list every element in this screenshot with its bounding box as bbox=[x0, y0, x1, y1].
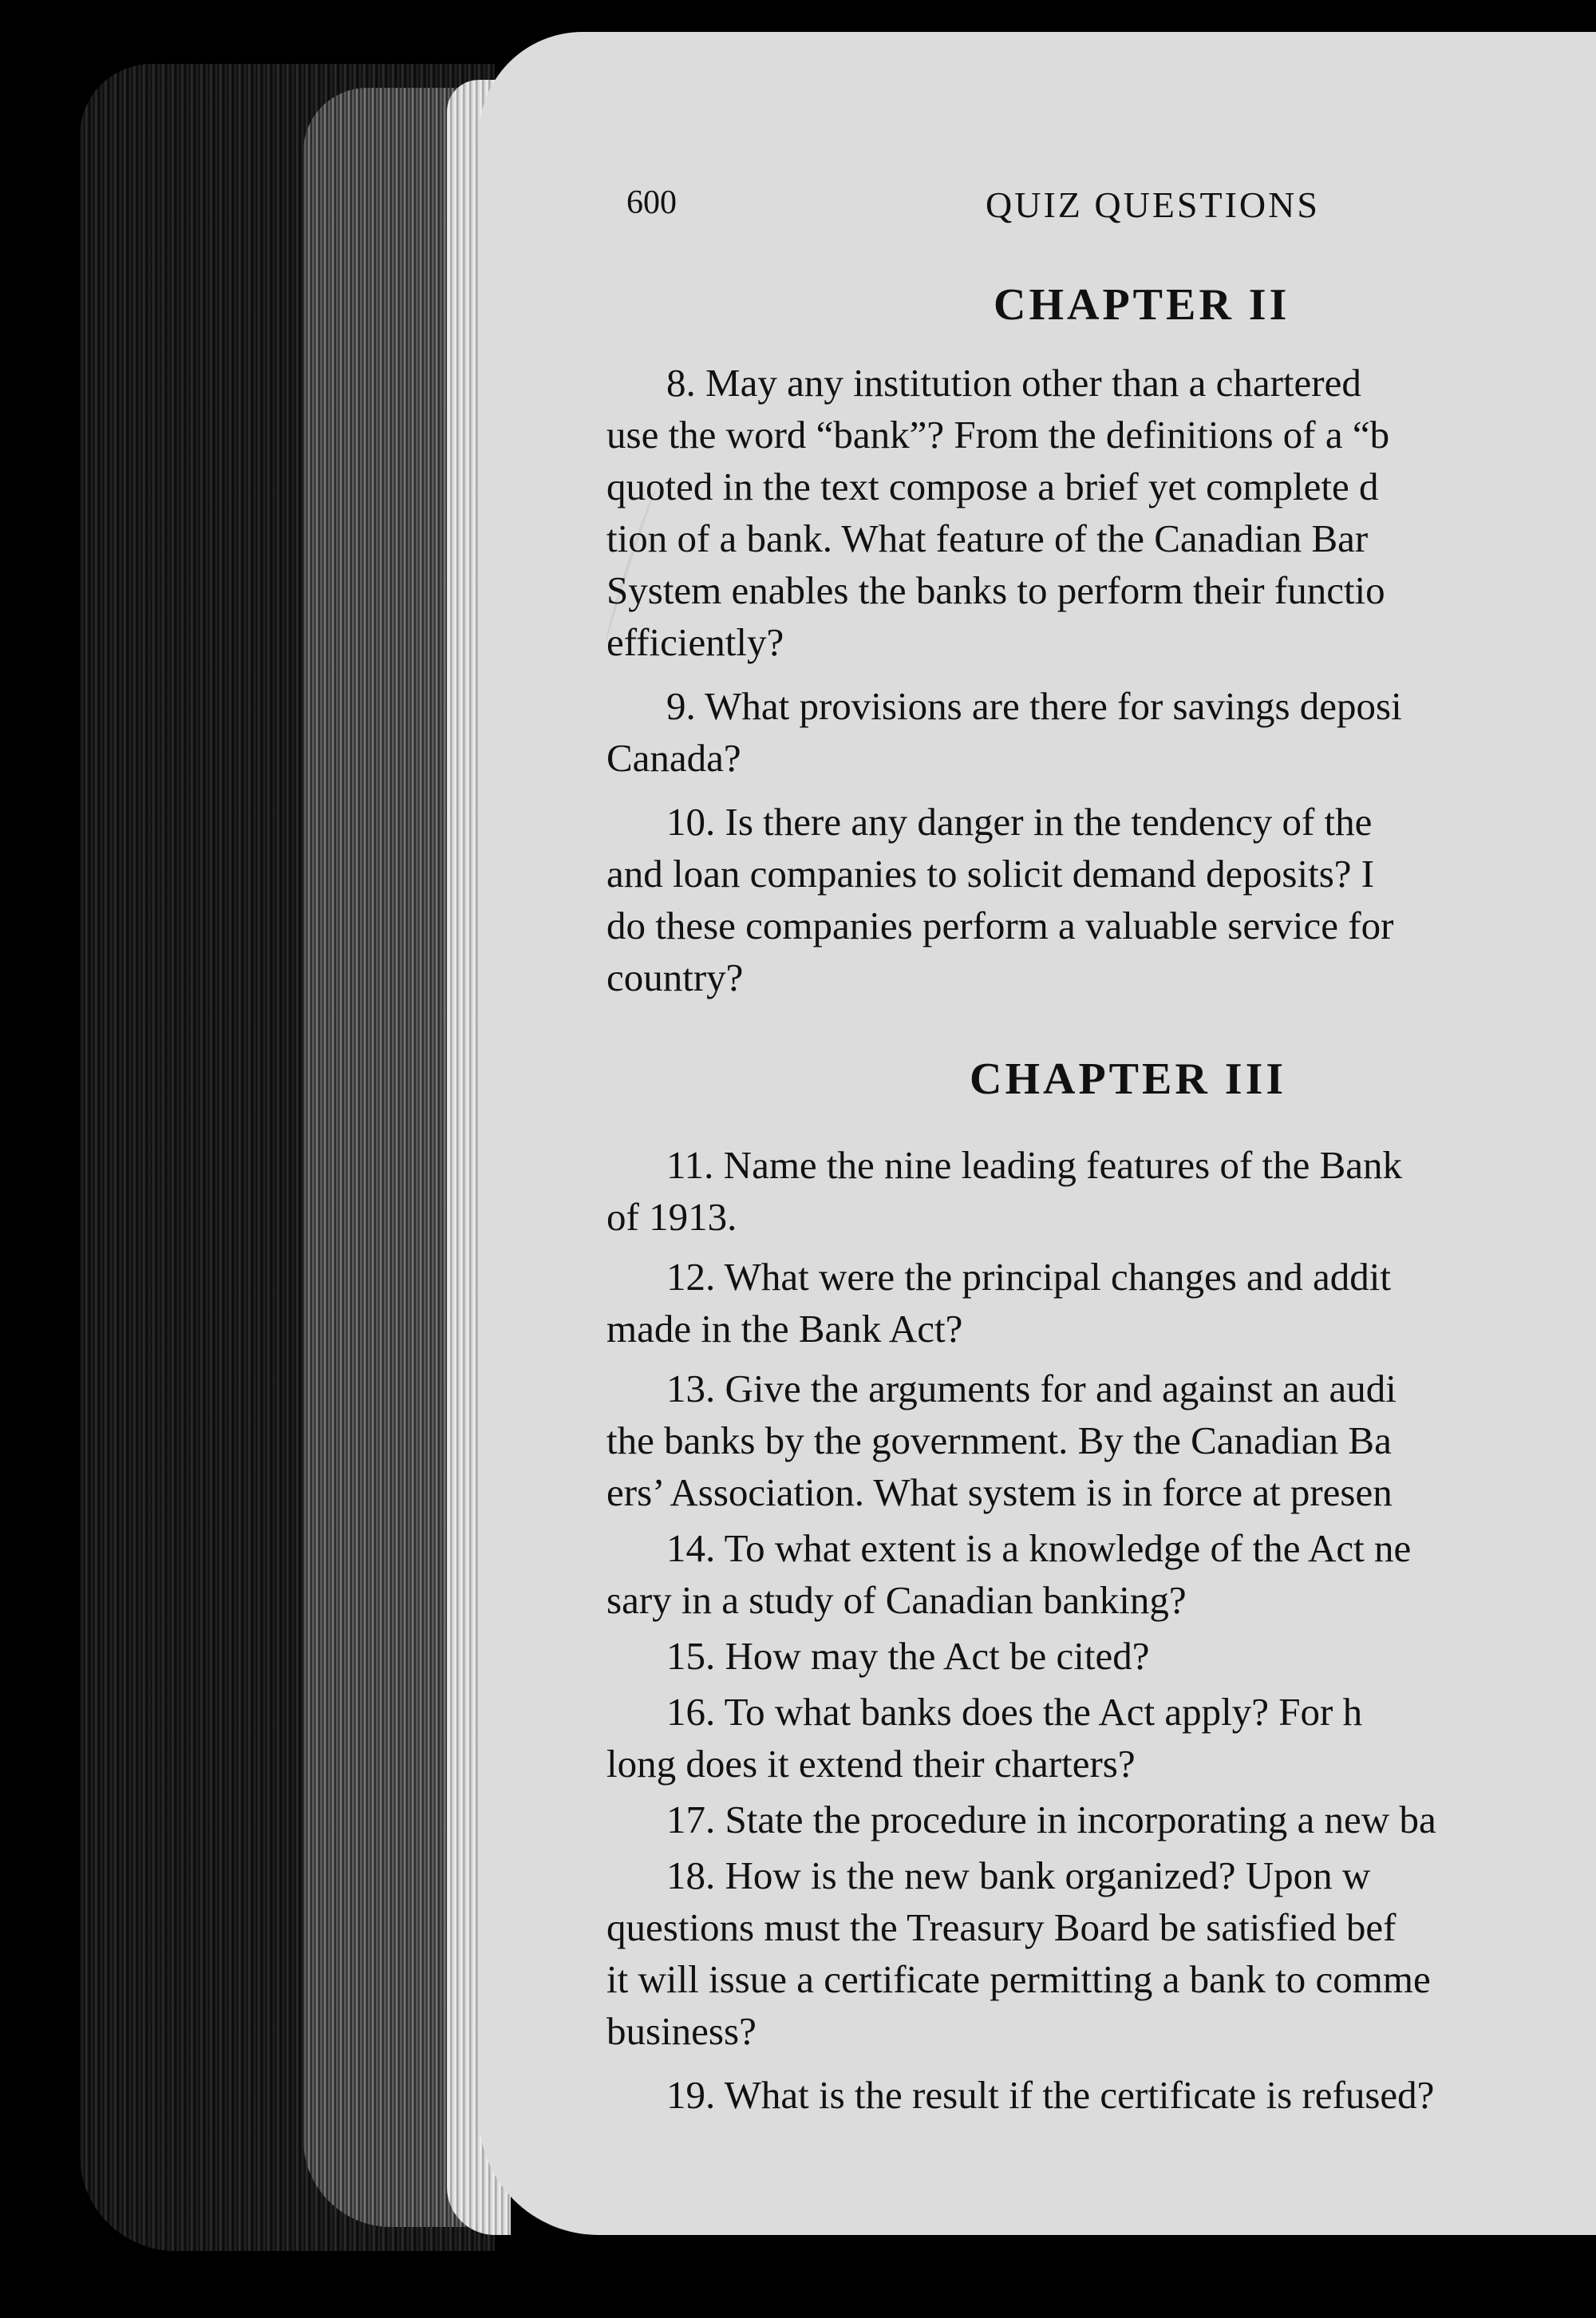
text-line: System enables the banks to perform their functio bbox=[606, 568, 1385, 612]
text-line: business? bbox=[606, 2009, 757, 2053]
text-line: of 1913. bbox=[606, 1195, 737, 1239]
text-line: 13. Give the arguments for and against an audi bbox=[666, 1367, 1396, 1410]
text-line: 14. To what extent is a knowledge of the Act ne bbox=[666, 1526, 1412, 1570]
book-page bbox=[479, 32, 1596, 2235]
text-line: tion of a bank. What feature of the Canadian Bar bbox=[606, 516, 1369, 560]
text-line: 9. What provisions are there for savings deposi bbox=[666, 684, 1402, 728]
text-line: 16. To what banks does the Act apply? For h bbox=[666, 1690, 1363, 1734]
text-line: 18. How is the new bank organized? Upon w bbox=[666, 1853, 1371, 1897]
text-line: Canada? bbox=[606, 736, 741, 780]
chapter-heading: CHAPTER II bbox=[994, 280, 1290, 330]
page-header bbox=[606, 152, 1596, 225]
text-line: 19. What is the result if the certificate is refused? bbox=[666, 2073, 1435, 2117]
text-line: sary in a study of Canadian banking? bbox=[606, 1578, 1187, 1622]
text-line: 15. How may the Act be cited? bbox=[666, 1634, 1150, 1678]
text-line: 10. Is there any danger in the tendency of the bbox=[666, 800, 1373, 844]
text-line: 17. State the procedure in incorporating a new ba bbox=[666, 1798, 1436, 1841]
text-line: 8. May any institution other than a chartered bbox=[666, 361, 1361, 405]
running-head: QUIZ QUESTIONS bbox=[986, 184, 1320, 225]
chapter-heading: CHAPTER III bbox=[970, 1054, 1287, 1104]
text-line: long does it extend their charters? bbox=[606, 1742, 1136, 1786]
text-line: efficiently? bbox=[606, 620, 784, 664]
text-line: and loan companies to solicit demand deposits? I bbox=[606, 852, 1375, 896]
text-line: it will issue a certificate permitting a bank to comme bbox=[606, 1957, 1431, 2001]
text-line: questions must the Treasury Board be satisfied bef bbox=[606, 1905, 1396, 1949]
text-line: 11. Name the nine leading features of the Bank bbox=[666, 1143, 1403, 1187]
text-line: ers’ Association. What system is in force at presen bbox=[606, 1470, 1393, 1514]
text-line: use the word “bank”? From the definitions of a “b bbox=[606, 413, 1390, 457]
text-line: made in the Bank Act? bbox=[606, 1307, 963, 1351]
text-line: 12. What were the principal changes and addit bbox=[666, 1255, 1391, 1299]
text-line: do these companies perform a valuable service for bbox=[606, 904, 1394, 947]
text-line: country? bbox=[606, 955, 744, 999]
text-line: quoted in the text compose a brief yet complete d bbox=[606, 465, 1379, 508]
text-line: the banks by the government. By the Canadian Ba bbox=[606, 1418, 1392, 1462]
page-number: 600 bbox=[626, 184, 677, 221]
